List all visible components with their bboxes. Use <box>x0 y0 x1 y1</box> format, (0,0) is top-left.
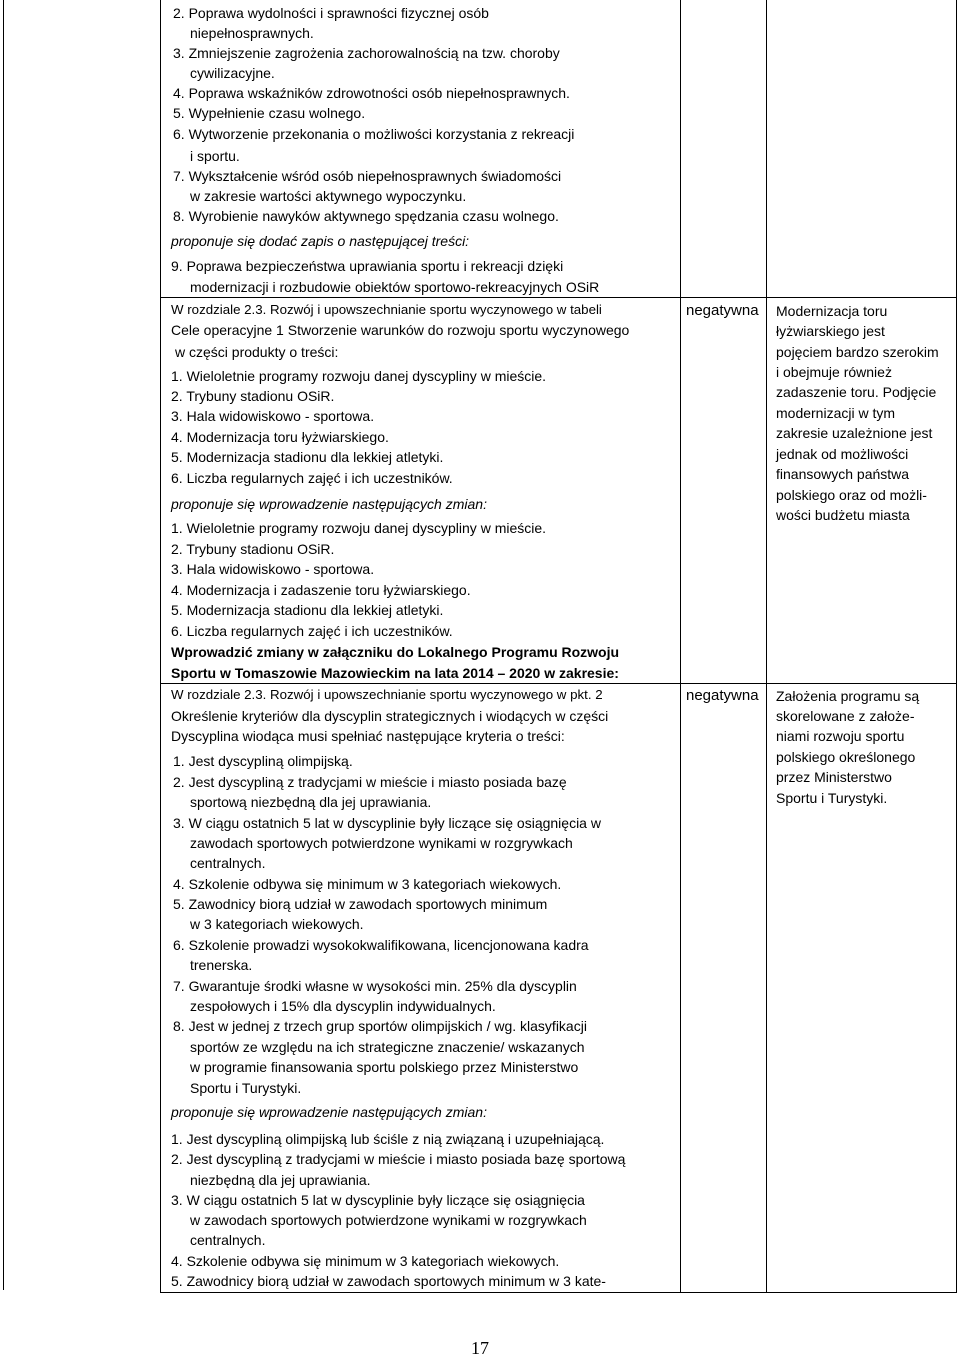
row2-intro-line: W rozdziale 2.3. Rozwój i upowszechnianie sportu wyczynowego w tabeli <box>171 302 602 317</box>
list-item: 6. Liczba regularnych zajęć i ich uczestników. <box>171 470 453 486</box>
justification-line: Założenia programu są <box>776 688 920 704</box>
page-number: 17 <box>471 1338 489 1358</box>
list-item: 1. Jest dyscypliną olimpijską. <box>173 753 353 769</box>
list-item: trenerska. <box>190 957 253 973</box>
list-item: 5. Zawodnicy biorą udział w zawodach sportowych minimum w 3 kate- <box>171 1273 606 1289</box>
list-item: zespołowych i 15% dla dyscyplin indywidualnych. <box>190 998 496 1014</box>
justification-line: łyżwiarskiego jest <box>776 323 885 339</box>
list-item: 3. Zmniejszenie zagrożenia zachorowalnością na tzw. choroby <box>173 45 560 61</box>
list-item: 5. Modernizacja stadionu dla lekkiej atletyki. <box>171 449 444 465</box>
list-item: 2. Poprawa wydolności i sprawności fizycznej osób <box>173 5 489 21</box>
list-item: 4. Szkolenie odbywa się minimum w 3 kategoriach wiekowych. <box>171 1253 560 1269</box>
justification-line: polskiego oraz od możli- <box>776 487 927 503</box>
justification-line: niami rozwoju sportu <box>776 728 905 744</box>
list-item: 4. Modernizacja i zadaszenie toru łyżwiarskiego. <box>171 582 471 598</box>
list-item: 7. Wykształcenie wśród osób niepełnosprawnych świadomości <box>173 168 562 184</box>
list-item: 2. Jest dyscypliną z tradycjami w mieście i miasto posiada bazę sportową <box>171 1151 626 1167</box>
justification-line: i obejmuje również <box>776 364 892 380</box>
justification-line: Modernizacja toru <box>776 303 888 319</box>
table-right-border <box>956 0 957 1293</box>
list-item: 3. W ciągu ostatnich 5 lat w dyscyplinie były liczące się osiągnięcia <box>171 1192 585 1208</box>
justification-line: skorelowane z założe- <box>776 708 915 724</box>
list-item: 4. Poprawa wskaźników zdrowotności osób niepełnosprawnych. <box>173 85 570 101</box>
column-divider-2 <box>766 0 767 1293</box>
proposal-label: proponuje się wprowadzenie następujących zmian: <box>171 1104 487 1120</box>
list-item: 3. Hala widowiskowo - sportowa. <box>171 561 375 577</box>
list-item: 8. Jest w jednej z trzech grup sportów olimpijskich / wg. klasyfikacji <box>173 1018 587 1034</box>
list-item: sportów ze względu na ich strategiczne znaczenie/ wskazanych <box>190 1039 585 1055</box>
proposal-label: proponuje się wprowadzenie następujących zmian: <box>171 496 487 512</box>
list-item: niezbędną dla jej uprawiania. <box>190 1172 371 1188</box>
list-item: 6. Szkolenie prowadzi wysokokwalifikowana, licencjonowana kadra <box>173 937 589 953</box>
list-item: centralnych. <box>190 1232 266 1248</box>
list-item: zawodach sportowych potwierdzone wynikami w rozgrywkach <box>190 835 573 851</box>
list-item: 2. Trybuny stadionu OSiR. <box>171 541 335 557</box>
list-item: w programie finansowania sportu polskiego przez Ministerstwo <box>190 1059 579 1075</box>
justification-line: przez Ministerstwo <box>776 769 892 785</box>
list-item: 6. Liczba regularnych zajęć i ich uczestników. <box>171 623 453 639</box>
justification-line: finansowych państwa <box>776 466 910 482</box>
list-item: centralnych. <box>190 855 266 871</box>
opinion-status: negatywna <box>686 302 759 319</box>
list-item: 2. Jest dyscypliną z tradycjami w mieście i miasto posiada bazę <box>173 774 567 790</box>
justification-line: modernizacji w tym <box>776 405 896 421</box>
proposal-label: proponuje się dodać zapis o następującej treści: <box>171 233 470 249</box>
row3-intro-line: Określenie kryteriów dla dyscyplin strategicznych i wiodących w części <box>171 708 609 724</box>
justification-line: polskiego określonego <box>776 749 916 765</box>
row2-intro-line: Cele operacyjne 1 Stworzenie warunków do rozwoju sportu wyczynowego <box>171 322 630 338</box>
column-divider-1 <box>680 0 681 1293</box>
list-item: Sportu i Turystyki. <box>190 1080 302 1096</box>
page-left-border <box>3 0 4 1290</box>
section-heading: Wprowadzić zmiany w załączniku do Lokalnego Programu Rozwoju <box>171 644 620 660</box>
list-item: 1. Wieloletnie programy rozwoju danej dyscypliny w mieście. <box>171 368 547 384</box>
list-item: 1. Jest dyscypliną olimpijską lub ściśle z nią związaną i uzupełniającą. <box>171 1131 605 1147</box>
justification-line: zadaszenie toru. Podjęcie <box>776 384 937 400</box>
list-item: w zakresie wartości aktywnego wypoczynku. <box>190 188 467 204</box>
list-item: w zawodach sportowych potwierdzone wynikami w rozgrywkach <box>190 1212 587 1228</box>
list-item: 7. Gwarantuje środki własne w wysokości min. 25% dla dyscyplin <box>173 978 577 994</box>
section-heading: Sportu w Tomaszowie Mazowieckim na lata 2014 – 2020 w zakresie: <box>171 665 619 681</box>
table-bottom-border <box>160 1292 957 1293</box>
row3-intro-line: Dyscyplina wiodąca musi spełniać następujące kryteria o treści: <box>171 728 565 744</box>
list-item: 6. Wytworzenie przekonania o możliwości korzystania z rekreacji <box>173 126 575 142</box>
list-item: i sportu. <box>190 148 240 164</box>
list-item: 9. Poprawa bezpieczeństwa uprawiania sportu i rekreacji dzięki <box>171 258 564 274</box>
list-item: 3. Hala widowiskowo - sportowa. <box>171 408 375 424</box>
list-item: w 3 kategoriach wiekowych. <box>190 916 364 932</box>
list-item: cywilizacyjne. <box>190 65 275 81</box>
justification-line: Sportu i Turystyki. <box>776 790 888 806</box>
list-item: 2. Trybuny stadionu OSiR. <box>171 388 335 404</box>
table-left-border <box>160 0 161 1293</box>
list-item: 8. Wyrobienie nawyków aktywnego spędzania czasu wolnego. <box>173 208 559 224</box>
justification-line: wości budżetu miasta <box>776 507 910 523</box>
list-item: 4. Szkolenie odbywa się minimum w 3 kategoriach wiekowych. <box>173 876 562 892</box>
list-item: 5. Wypełnienie czasu wolnego. <box>173 105 366 121</box>
list-item: 5. Modernizacja stadionu dla lekkiej atletyki. <box>171 602 444 618</box>
row-divider-1 <box>160 297 957 298</box>
justification-line: zakresie uzależnione jest <box>776 425 933 441</box>
list-item: 1. Wieloletnie programy rozwoju danej dyscypliny w mieście. <box>171 520 547 536</box>
list-item: sportową niezbędną dla jej uprawiania. <box>190 794 432 810</box>
list-item: 5. Zawodnicy biorą udział w zawodach sportowych minimum <box>173 896 548 912</box>
row3-intro-line: W rozdziale 2.3. Rozwój i upowszechnianie sportu wyczynowego w pkt. 2 <box>171 687 603 702</box>
justification-line: jednak od możliwości <box>776 446 909 462</box>
list-item: niepełnosprawnych. <box>190 25 314 41</box>
list-item: 4. Modernizacja toru łyżwiarskiego. <box>171 429 389 445</box>
opinion-status: negatywna <box>686 687 759 704</box>
row-divider-2 <box>160 683 957 684</box>
list-item: modernizacji i rozbudowie obiektów sportowo-rekreacyjnych OSiR <box>190 279 600 295</box>
justification-line: pojęciem bardzo szerokim <box>776 344 939 360</box>
row2-intro-line: w części produkty o treści: <box>175 344 339 360</box>
list-item: 3. W ciągu ostatnich 5 lat w dyscyplinie były liczące się osiągnięcia w <box>173 815 601 831</box>
